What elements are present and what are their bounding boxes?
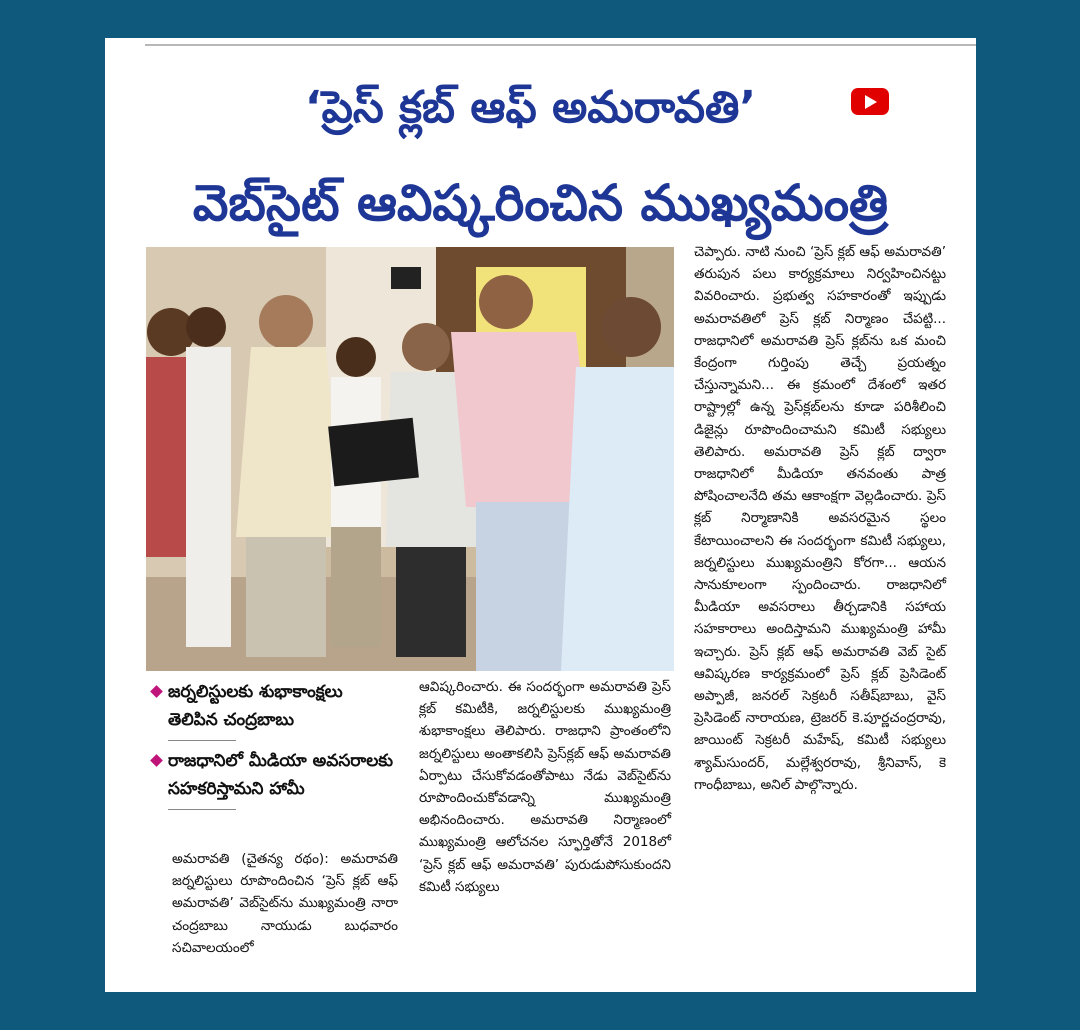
highlight-text: రాజధానిలో మీడియా అవసరాలకు సహకరిస్తామని హామీ [168, 751, 394, 799]
article-column-2 [419, 676, 671, 898]
highlights-box [148, 678, 398, 816]
article-column-3 [694, 241, 946, 796]
divider [168, 809, 236, 810]
headline-line-1: ‘ప్రెస్ క్లబ్ ఆఫ్ అమరావతి’ [304, 82, 757, 133]
article-text: చెప్పారు. నాటి నుంచి ‘ప్రెస్ క్లబ్ ఆఫ్ అమరావతి’ తరుపున పలు కార్యక్రమాలు నిర్వహించినట్టు వివరించారు. ప్రభుత్వ సహకారంతో ఇప్పుడు అమరావతిలో ప్రెస్ క్లబ్ నిర్మాణం చేపట్టి... రాజధానిలో అమరావతి ప్రెస్ క్లబ్‌ను ఒక మంచి కేంద్రంగా గుర్తింపు తెచ్చే ప్రయత్నం చేస్తున్నామని... ఈ క్రమంలో దేశంలో ఇతర రాష్ట్రాల్లో ఉన్న ప్రెస్‌క్లబ్‌లను కూడా పరిశీలించి డిజైన్లు రూపొందించామని కమిటీ సభ్యులు తెలిపారు. అమరావతి ప్రెస్ క్లబ్ ద్వారా రాజధానిలో మీడియా తనవంతు పాత్ర పోషించాలనేది తమ ఆకాంక్షగా వెల్లడించారు. ప్రెస్ క్లబ్ నిర్మాణానికి అవసరమైన స్థలం కేటాయించాలని ఈ సందర్భంగా కమిటీ సభ్యులు, జర్నలిస్టులు ముఖ్యమంత్రిని కోరగా... ఆయన సానుకూలంగా స్పందించారు. రాజధానిలో మీడియా అవసరాలు తీర్చడానికి సహాయ సహకారాలు అందిస్తామని ముఖ్యమంత్రి హామీ ఇచ్చారు. ప్రెస్ క్లబ్ ఆఫ్ అమరావతి వెబ్ సైట్ ఆవిష్కరణ కార్యక్రమంలో ప్రెస్ క్లబ్ ప్రెసిడెంట్ అప్పాజీ, జనరల్ సెక్రటరీ సతీష్‌బాబు, వైస్ ప్రెసిడెంట్ నారాయణ, ట్రెజరర్ కె.పూర్ణచంద్రరావు, జాయింట్ సెక్రటరీ మహేష్, కమిటీ సభ్యులు శ్యామ్‌సుందర్, మల్లేశ్వరరావు, శ్రీనివాస్, కె గాంధీబాబు, అనిల్ పాల్గొన్నారు. [694, 244, 946, 793]
article-column-1 [146, 848, 398, 959]
article-text: అమరావతి (చైతన్య రథం): అమరావతి జర్నలిస్టులు రూపొందించిన ‘ప్రెస్ క్లబ్ ఆఫ్ అమరావతి’ వెబ్‌సైట్‌ను ముఖ్యమంత్రి నారా చంద్రబాబు నాయుడు బుధవారం సచివాలయంలో [172, 851, 398, 956]
highlight-item [148, 678, 398, 734]
youtube-play-icon[interactable] [851, 88, 889, 115]
news-photo [146, 247, 674, 671]
headline-line-2: వెబ్‌సైట్ ఆవిష్కరించిన ముఖ్యమంత్రి [192, 174, 889, 232]
diamond-bullet-icon [150, 685, 163, 698]
divider [168, 740, 236, 741]
highlight-item [148, 747, 398, 803]
highlight-text: జర్నలిస్టులకు శుభాకాంక్షలు తెలిపిన చంద్రబాబు [168, 682, 343, 730]
top-rule [145, 44, 976, 46]
newspaper-clipping [105, 38, 976, 992]
article-text: ఆవిష్కరించారు. ఈ సందర్భంగా అమరావతి ప్రెస్ క్లబ్ కమిటీకి, జర్నలిస్టులకు ముఖ్యమంత్రి శుభాకాంక్షలు తెలిపారు. రాజధాని ప్రాంతంలోని జర్నలిస్టులు అంతాకలిసి ప్రెస్‌క్లబ్ ఆఫ్ అమరావతి ఏర్పాటు చేసుకోవడంతోపాటు నేడు వెబ్‌సైట్‌ను రూపొందించుకోవడాన్ని ముఖ్యమంత్రి అభినందించారు. అమరావతి నిర్మాణంలో ముఖ్యమంత్రి ఆలోచనల స్ఫూర్తితోనే 2018లో ‘ప్రెస్ క్లబ్ ఆఫ్ అమరావతి’ పురుడుపోసుకుందని కమిటీ సభ్యులు [419, 679, 671, 895]
diamond-bullet-icon [150, 754, 163, 767]
play-triangle-icon [865, 95, 877, 109]
